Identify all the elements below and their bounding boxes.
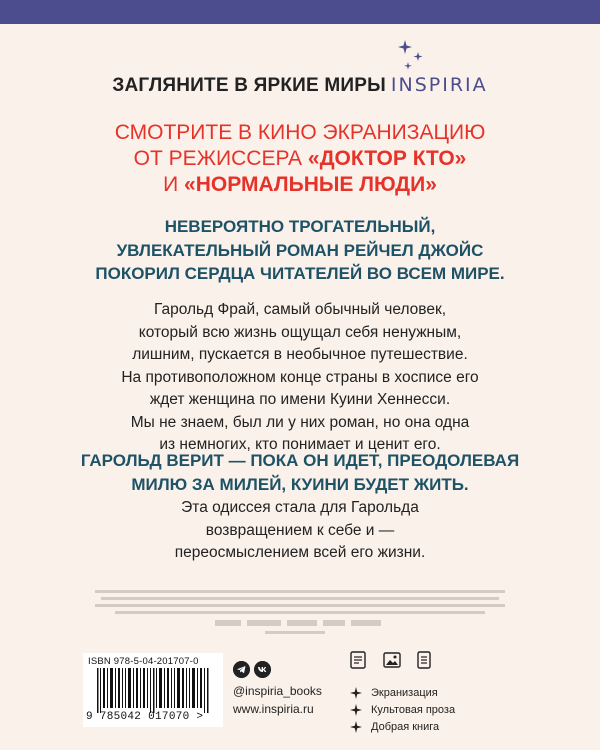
vk-icon[interactable] xyxy=(254,661,271,678)
synopsis-line: лишним, пускается в необычное путешествие. xyxy=(132,346,468,363)
brand-tagline: ЗАГЛЯНИТЕ В ЯРКИЕ МИРЫ xyxy=(112,75,386,96)
notebook-icon xyxy=(348,650,368,670)
website-link[interactable]: www.inspiria.ru xyxy=(233,702,314,716)
barcode-digits: 9 785042 017070 > xyxy=(86,711,204,723)
synopsis-line: из немногих, кто понимает и ценит его. xyxy=(159,436,441,453)
headline-line: НЕВЕРОЯТНО ТРОГАТЕЛЬНЫЙ, xyxy=(164,217,436,236)
closing-line: переосмыслением всей его жизни. xyxy=(174,544,426,561)
highlight-line: МИЛЮ ЗА МИЛЕЙ, КУИНИ БУДЕТ ЖИТЬ. xyxy=(131,474,469,494)
closing-line: возвращением к себе и — xyxy=(205,521,395,539)
headline-line: УВЛЕКАТЕЛЬНЫЙ РОМАН РЕЙЧЕЛ ДЖОЙС xyxy=(116,240,484,260)
film-promo xyxy=(0,120,600,198)
promo-line-2 xyxy=(0,146,600,172)
promo-line-1: СМОТРИТЕ В КИНО ЭКРАНИЗАЦИЮ xyxy=(114,121,486,144)
synopsis-line: Гарольд Фрай, самый обычный человек, xyxy=(153,301,447,318)
feature-label: Культовая проза xyxy=(371,703,456,716)
feature-label: Добрая книга xyxy=(371,720,440,733)
feature-label: Экранизация xyxy=(371,686,438,699)
sparkle-icon xyxy=(350,687,362,699)
highlight-line: ГАРОЛЬД ВЕРИТ — ПОКА ОН ИДЕТ, ПРЕОДОЛЕВАЯ xyxy=(80,451,520,470)
highlight xyxy=(0,449,600,496)
film-credits-block xyxy=(95,588,505,638)
synopsis xyxy=(0,299,600,457)
synopsis-line: ждет женщина по имени Куини Хеннесси. xyxy=(149,391,451,408)
closing xyxy=(0,497,600,565)
sparkle-icon xyxy=(350,704,362,716)
isbn-text: ISBN 978-5-04-201707-0 xyxy=(88,656,199,667)
promo-line-3 xyxy=(0,172,600,198)
synopsis-line: который всю жизнь ощущал себя ненужным, xyxy=(138,323,462,341)
social-handle[interactable]: @inspiria_books xyxy=(233,684,322,698)
promo-line-2-title: «ДОКТОР КТО» xyxy=(307,147,467,170)
sparkle-icon xyxy=(350,721,362,733)
promo-line-2-text: ОТ РЕЖИССЕРА xyxy=(133,147,308,170)
brand-name: INSPIRIA xyxy=(390,74,488,96)
promo-line-3-text: И xyxy=(163,173,185,196)
checklist-icon xyxy=(414,650,434,670)
headline xyxy=(0,215,600,286)
brand-line xyxy=(0,74,600,97)
synopsis-line: Мы не знаем, был ли у них роман, но она одна xyxy=(130,413,470,431)
sparkles-icon xyxy=(396,40,426,74)
feature-list xyxy=(348,684,455,735)
barcode xyxy=(83,653,223,727)
closing-line: Эта одиссея стала для Гарольда xyxy=(181,499,419,516)
synopsis-line: На противоположном конце страны в хосписе его xyxy=(121,368,479,386)
barcode-bars xyxy=(97,668,217,713)
headline-line: ПОКОРИЛ СЕРДЦА ЧИТАТЕЛЕЙ ВО ВСЕМ МИРЕ. xyxy=(95,264,505,283)
picture-icon xyxy=(382,650,402,670)
promo-line-3-title: «НОРМАЛЬНЫЕ ЛЮДИ» xyxy=(184,173,437,196)
category-pictograms xyxy=(348,650,438,674)
top-color-band xyxy=(0,0,600,24)
telegram-icon[interactable] xyxy=(233,661,250,678)
feature-item xyxy=(348,701,455,718)
feature-item xyxy=(348,718,455,735)
feature-item xyxy=(348,684,455,701)
